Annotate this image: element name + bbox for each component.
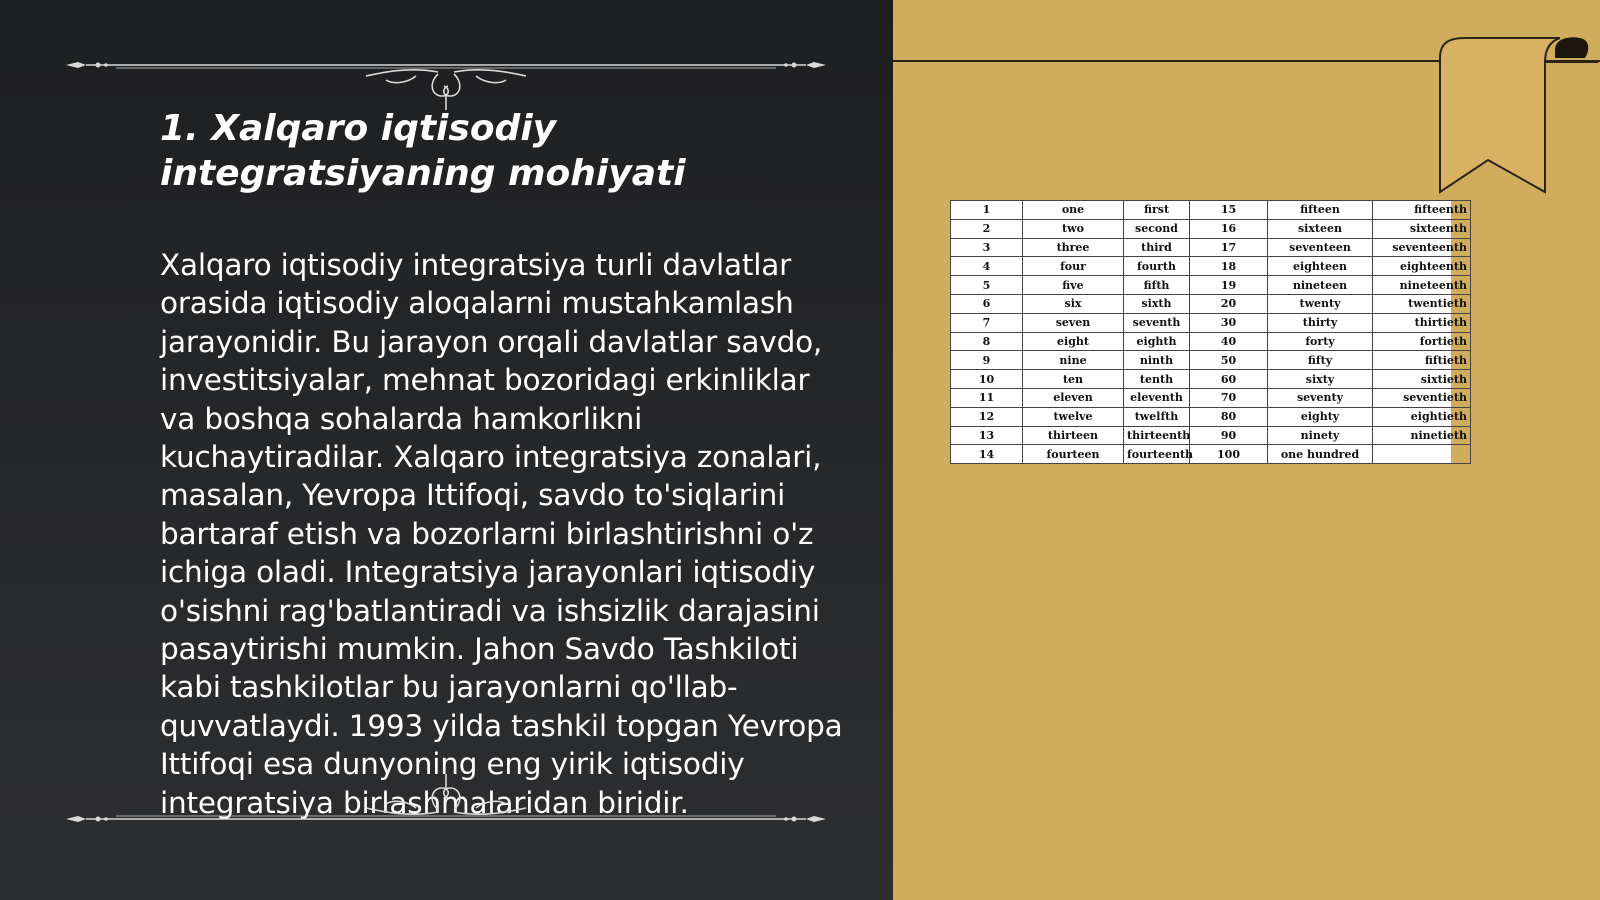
- table-cell: 8: [951, 332, 1023, 351]
- table-cell: seventy: [1268, 388, 1373, 407]
- table-cell: 6: [951, 294, 1023, 313]
- table-cell: 3: [951, 238, 1023, 257]
- table-cell: seventh: [1124, 313, 1190, 332]
- table-row: [951, 388, 1471, 407]
- table-cell: 40: [1190, 332, 1268, 351]
- table-cell: 9: [951, 351, 1023, 370]
- table-cell: 60: [1190, 370, 1268, 389]
- table-cell: third: [1124, 238, 1190, 257]
- table-cell: tenth: [1124, 370, 1190, 389]
- table-cell: twelfth: [1124, 407, 1190, 426]
- table-cell: 16: [1190, 219, 1268, 238]
- table-cell: nine: [1023, 351, 1124, 370]
- table-cell: 70: [1190, 388, 1268, 407]
- table-cell: twentieth: [1373, 294, 1471, 313]
- table-cell: sixteenth: [1373, 219, 1471, 238]
- table-row: [951, 257, 1471, 276]
- table-cell: thirteen: [1023, 426, 1124, 445]
- table-cell: four: [1023, 257, 1124, 276]
- table-row: [951, 332, 1471, 351]
- table-cell: 15: [1190, 201, 1268, 220]
- table-cell: 17: [1190, 238, 1268, 257]
- table-cell: first: [1124, 201, 1190, 220]
- table-cell: sixty: [1268, 370, 1373, 389]
- table-cell: 2: [951, 219, 1023, 238]
- table-cell: nineteen: [1268, 276, 1373, 295]
- table-cell: eight: [1023, 332, 1124, 351]
- table-cell: 18: [1190, 257, 1268, 276]
- table-cell: fifth: [1124, 276, 1190, 295]
- table-cell: twelve: [1023, 407, 1124, 426]
- table-cell: sixteen: [1268, 219, 1373, 238]
- table-cell: seventieth: [1373, 388, 1471, 407]
- table-cell: ten: [1023, 370, 1124, 389]
- table-cell: seven: [1023, 313, 1124, 332]
- table-cell: fourteenth: [1124, 445, 1190, 464]
- table-cell: forty: [1268, 332, 1373, 351]
- table-cell: 14: [951, 445, 1023, 464]
- numbers-table: [950, 200, 1467, 463]
- table-cell: ninth: [1124, 351, 1190, 370]
- table-cell: thirtieth: [1373, 313, 1471, 332]
- table-cell: second: [1124, 219, 1190, 238]
- table-cell: one hundred: [1268, 445, 1373, 464]
- table-cell: eighteen: [1268, 257, 1373, 276]
- table-cell: seventeenth: [1373, 238, 1471, 257]
- table-cell: ninety: [1268, 426, 1373, 445]
- table-cell: eighty: [1268, 407, 1373, 426]
- table-cell: 12: [951, 407, 1023, 426]
- table-cell: 11: [951, 388, 1023, 407]
- table-cell: 90: [1190, 426, 1268, 445]
- table-cell: thirteenth: [1124, 426, 1190, 445]
- table-cell: fourteen: [1023, 445, 1124, 464]
- table-cell: fortieth: [1373, 332, 1471, 351]
- table-cell: 100: [1190, 445, 1268, 464]
- table-cell: one: [1023, 201, 1124, 220]
- table-cell: seventeen: [1268, 238, 1373, 257]
- table-cell: two: [1023, 219, 1124, 238]
- table-cell: 80: [1190, 407, 1268, 426]
- table-cell: twenty: [1268, 294, 1373, 313]
- table-row: [951, 276, 1471, 295]
- table-row: [951, 238, 1471, 257]
- table-cell: 30: [1190, 313, 1268, 332]
- slide-body-text: Xalqaro iqtisodiy integratsiya turli davlatlar orasida iqtisodiy aloqalarni mustahkamlash jarayonidir. Bu jarayon orqali davlatlar savdo, investitsiyalar, mehnat bozoridagi erkinliklar va boshqa sohalarda hamkorlikni kuchaytiradilar. Xalqaro integratsiya zonalari, masalan, Yevropa Ittifoqi, savdo to'siqlarini bartaraf etish va bozorlarni birlashtirishni o'z ichiga oladi. Integratsiya jarayonlari iqtisodiy o'sishni rag'batlantiradi va ishsizlik darajasini pasaytirishi mumkin. Jahon Savdo Tashkiloti kabi tashkilotlar bu jarayonlarni qo'llab-quvvatlaydi. 1993 yilda tashkil topgan Yevropa Ittifoqi esa dunyoning eng yirik iqtisodiy integratsiya birlashmalaridan biridir.: [160, 248, 843, 820]
- table-cell: 19: [1190, 276, 1268, 295]
- table-cell: ninetieth: [1373, 426, 1471, 445]
- table-cell: sixth: [1124, 294, 1190, 313]
- ornament-divider-top-icon: [66, 54, 826, 114]
- table-row: [951, 294, 1471, 313]
- table-cell: fifteenth: [1373, 201, 1471, 220]
- table-cell: eleven: [1023, 388, 1124, 407]
- table-cell: thirty: [1268, 313, 1373, 332]
- table-row: [951, 370, 1471, 389]
- table-cell: nineteenth: [1373, 276, 1471, 295]
- table-row: [951, 219, 1471, 238]
- table-cell: 50: [1190, 351, 1268, 370]
- table-row: [951, 426, 1471, 445]
- table-cell: fiftieth: [1373, 351, 1471, 370]
- table-row: [951, 313, 1471, 332]
- table-cell: 10: [951, 370, 1023, 389]
- table-row: [951, 351, 1471, 370]
- ornament-divider-bottom-icon: [66, 770, 826, 830]
- table-row: [951, 201, 1471, 220]
- table-cell: eighteenth: [1373, 257, 1471, 276]
- table-cell: eleventh: [1124, 388, 1190, 407]
- table-cell: fourth: [1124, 257, 1190, 276]
- table-cell: [1373, 445, 1471, 464]
- table-cell: five: [1023, 276, 1124, 295]
- table-cell: three: [1023, 238, 1124, 257]
- table-cell: 5: [951, 276, 1023, 295]
- table-cell: sixtieth: [1373, 370, 1471, 389]
- table-cell: 7: [951, 313, 1023, 332]
- table-cell: fifteen: [1268, 201, 1373, 220]
- slide-title: 1. Xalqaro iqtisodiy integratsiyaning mohiyati: [160, 108, 686, 194]
- table-cell: six: [1023, 294, 1124, 313]
- table-row: [951, 407, 1471, 426]
- bookmark-ribbon-icon: [1430, 30, 1600, 205]
- table-cell: fifty: [1268, 351, 1373, 370]
- table-cell: eightieth: [1373, 407, 1471, 426]
- table-cell: 1: [951, 201, 1023, 220]
- table-cell: 20: [1190, 294, 1268, 313]
- table-cell: eighth: [1124, 332, 1190, 351]
- table-cell: 4: [951, 257, 1023, 276]
- table-row: [951, 445, 1471, 464]
- table-cell: 13: [951, 426, 1023, 445]
